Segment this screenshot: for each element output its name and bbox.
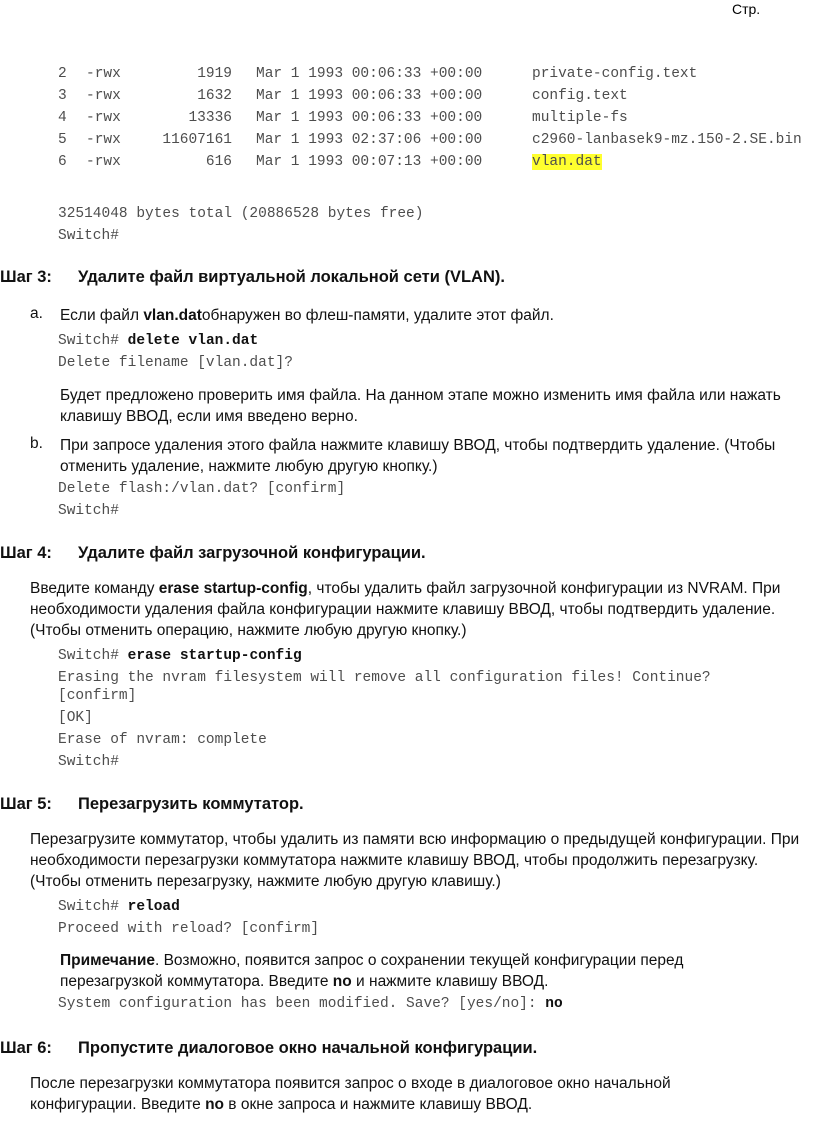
step3-heading: [0, 268, 505, 287]
file-permissions-text: -rwx: [86, 132, 121, 148]
file-permissions-text: -rwx: [86, 88, 121, 104]
file-index-text: 3: [58, 88, 67, 104]
step-title: Удалите файл виртуальной локальной сети (VLAN).: [78, 268, 505, 286]
output-text: System configuration has been modified. Save? [yes/no]:: [58, 996, 537, 1012]
file-index-text: 2: [58, 66, 67, 82]
step5-text: Перезагрузите коммутатор, чтобы удалить из памяти всю информацию о предыдущей конфигурации. При необходимости перезагрузки коммутатора нажмите клавишу ВВОД, чтобы продолжить перезагрузку. (Чтобы отменить перезагрузку, нажмите любую другую клавишу.): [30, 831, 800, 890]
step-title: Удалите файл загрузочной конфигурации.: [78, 544, 426, 562]
step3-item-b: При запросе удаления этого файла нажмите клавишу ВВОД, чтобы подтвердить удаление. (Чтобы отменить удаление, нажмите любую другую кнопку.): [60, 437, 776, 475]
file-name: [532, 110, 802, 132]
prompt-line: Switch#: [58, 228, 119, 244]
step5-heading: [0, 795, 304, 814]
file-index: [58, 66, 86, 88]
file-size-text: 616: [205, 154, 232, 170]
step6-text: [30, 1073, 760, 1115]
file-permissions: [86, 88, 134, 110]
prompt: Switch#: [58, 333, 119, 349]
step3-note: Будет предложено проверить имя файла. На данном этапе можно изменить имя файла или нажать клавишу ВВОД, если имя введено верно.: [60, 387, 781, 425]
file-date: [232, 66, 532, 88]
file-date-text: Mar 1 1993 00:06:33 +00:00: [256, 66, 483, 82]
step4-heading: [0, 544, 426, 563]
step3-item-a: [60, 305, 800, 326]
file-name-text: vlan.dat: [532, 154, 602, 170]
command-output: Switch#: [58, 503, 119, 519]
file-date: [232, 110, 532, 132]
file-name-text: private-config.text: [532, 66, 698, 82]
prompt: Switch#: [58, 648, 119, 664]
file-name: [532, 88, 802, 110]
answer-bold: no: [332, 973, 352, 990]
file-date-text: Mar 1 1993 00:06:33 +00:00: [256, 110, 483, 126]
file-index-text: 5: [58, 132, 67, 148]
command-output: [OK]: [58, 710, 93, 726]
file-size-text: 13336: [188, 110, 232, 126]
dir-row: [58, 110, 802, 132]
command-output: Erasing the nvram filesystem will remove all configuration files! Continue?: [58, 670, 711, 686]
command: erase startup-config: [127, 648, 302, 664]
step-number: Шаг 3:: [0, 268, 52, 286]
file-size-text: 1632: [197, 88, 232, 104]
command-output: Proceed with reload? [confirm]: [58, 921, 320, 937]
file-permissions: [86, 110, 134, 132]
file-permissions: [86, 132, 134, 154]
file-index: [58, 154, 86, 176]
dir-row: [58, 132, 802, 154]
file-permissions-text: -rwx: [86, 154, 121, 170]
text: Введите команду: [30, 580, 159, 597]
command-output: [58, 996, 563, 1012]
directory-listing: [58, 66, 802, 176]
file-date-text: Mar 1 1993 02:37:06 +00:00: [256, 132, 483, 148]
file-index-text: 4: [58, 110, 67, 126]
prompt: Switch#: [58, 899, 119, 915]
file-date-text: Mar 1 1993 00:06:33 +00:00: [256, 88, 483, 104]
command-output: Switch#: [58, 754, 119, 770]
dir-row: [58, 66, 802, 88]
dir-summary: 32514048 bytes total (20886528 bytes free): [58, 206, 424, 222]
file-name: [532, 66, 802, 88]
file-permissions-text: -rwx: [86, 110, 121, 126]
file-date: [232, 88, 532, 110]
file-permissions: [86, 154, 134, 176]
file-index: [58, 110, 86, 132]
file-name-text: c2960-lanbasek9-mz.150-2.SE.bin: [532, 132, 802, 148]
file-size: [134, 132, 232, 154]
command-output: Erase of nvram: complete: [58, 732, 267, 748]
dir-row: [58, 154, 802, 176]
text: обнаружен во флеш-памяти, удалите этот файл.: [201, 307, 554, 324]
file-date: [232, 154, 532, 176]
file-size: [134, 66, 232, 88]
page-number: Стр.: [732, 1, 761, 17]
file-size-text: 1919: [197, 66, 232, 82]
command-bold: erase startup-config: [158, 580, 308, 597]
file-date-text: Mar 1 1993 00:07:13 +00:00: [256, 154, 483, 170]
file-size-text: 11607161: [162, 132, 232, 148]
file-name: [532, 132, 802, 154]
step4-text: [30, 578, 810, 641]
text: После перезагрузки коммутатора появится запрос о входе в диалоговое окно начальной конфигурации. Введите: [30, 1075, 671, 1113]
file-index: [58, 132, 86, 154]
item-marker-b: b.: [30, 435, 43, 452]
step6-heading: [0, 1039, 537, 1058]
command: reload: [127, 899, 180, 915]
step-title: Пропустите диалоговое окно начальной конфигурации.: [78, 1039, 538, 1057]
command-output: Delete filename [vlan.dat]?: [58, 355, 293, 371]
command-line: [58, 333, 258, 349]
note-label: Примечание: [60, 952, 155, 969]
step-number: Шаг 6:: [0, 1039, 52, 1057]
filename-bold: vlan.dat: [143, 307, 202, 324]
command: delete vlan.dat: [127, 333, 259, 349]
dir-row: [58, 88, 802, 110]
text: , чтобы удалить файл загрузочной конфигурации из NVRAM. При необходимости удаления файла конфигурации нажмите клавишу ВВОД, чтобы подтвердить удаление. (Чтобы отменить операцию, нажмите любую другую кнопку.): [30, 580, 781, 639]
step-title: Перезагрузить коммутатор.: [78, 795, 304, 813]
item-marker-a: a.: [30, 305, 43, 322]
file-index-text: 6: [58, 154, 67, 170]
answer-bold: no: [205, 1096, 224, 1113]
file-name: [532, 154, 802, 176]
file-size: [134, 154, 232, 176]
command-line: [58, 648, 302, 664]
step-number: Шаг 5:: [0, 795, 52, 813]
file-date: [232, 132, 532, 154]
file-size: [134, 110, 232, 132]
text: в окне запроса и нажмите клавишу ВВОД.: [224, 1096, 533, 1113]
command-line: [58, 899, 180, 915]
file-size: [134, 88, 232, 110]
command-output: [confirm]: [58, 688, 137, 704]
step5-note: [60, 950, 780, 992]
command-output: Delete flash:/vlan.dat? [confirm]: [58, 481, 346, 497]
step-number: Шаг 4:: [0, 544, 52, 562]
file-index: [58, 88, 86, 110]
answer: no: [536, 996, 563, 1012]
file-name-text: multiple-fs: [532, 110, 628, 126]
file-name-text: config.text: [532, 88, 628, 104]
file-permissions-text: -rwx: [86, 66, 121, 82]
text: . Возможно, появится запрос о сохранении текущей конфигурации перед перезагрузкой коммутатора. Введите: [60, 952, 684, 990]
text: Если файл: [60, 307, 144, 324]
text: и нажмите клавишу ВВОД.: [351, 973, 549, 990]
file-permissions: [86, 66, 134, 88]
